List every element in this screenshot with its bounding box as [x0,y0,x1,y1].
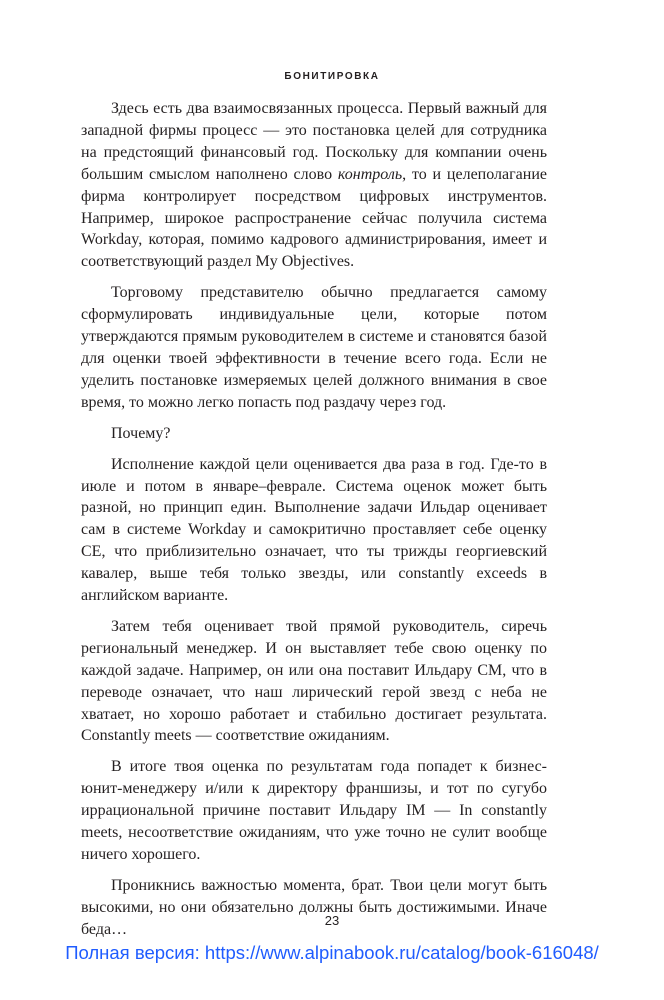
paragraph [81,98,547,273]
page-number: 23 [324,913,340,928]
running-head: БОНИТИРОВКА [284,71,380,82]
paragraph: Торговому представителю обычно предлагается самому сформулировать индивидуальные цели, которые потом утверждаются прямым руководителем в системе и становятся базой для оценки твоей эффективности в течение всего года. Если не уделить постановке измеряемых целей должного внимания в свое время, то можно легко попасть под раздачу через год. [81,284,547,411]
paragraph: Исполнение каждой цели оценивается два раза в год. Где-то в июле и потом в январе–феврале. Система оценок может быть разной, но принцип един. Выполнение задачи Ильдар оценивает сам в системе Workday и самокритично проставляет себе оценку CE, что приблизительно означает, что ты трижды георгиевский кавалер, выше тебя только звезды, или constantly exceeds в английском варианте. [81,455,547,605]
emphasized-word: контроль [337,165,403,183]
paragraph-text: , то и целеполагание фирма контролирует посредством цифровых инструментов. Например, широкое распространение сейчас получила система Workday, которая, помимо кадрового администрирования, имеет и соответствующий раздел My Objectives. [81,165,547,271]
paragraph-text: Здесь есть два взаимосвязанных процесса. Первый важный для западной фирмы процесс — это постановка целей для сотрудника на предстоящий финансовый год. Поскольку для компании очень большим смыслом наполнено слово [81,100,547,183]
full-version-link[interactable]: Полная версия: https://www.alpinabook.ru/catalog/book-616048/ [65,942,599,963]
paragraph: В итоге твоя оценка по результатам года попадет к бизнес-юнит-менеджеру и/или к директору франшизы, и тот по сугубо иррациональной причине поставит Ильдару IM — In constantly meets, несоответствие ожиданиям, что уже точно не сулит вообще ничего хорошего. [81,758,547,863]
paragraph: Проникнись важностью момента, брат. Твои цели могут быть высокими, но они обязательно должны быть достижимыми. Иначе беда… [81,876,547,938]
paragraph: Затем тебя оценивает твой прямой руководитель, сиречь региональный менеджер. И он выставляет тебе свою оценку по каждой задаче. Например, он или она поставит Ильдару CM, что в переводе означает, что наш лирический герой звезд с неба не хватает, но хорошо работает и стабильно достигает результата. Constantly meets — соответствие ожиданиям. [81,617,547,745]
paragraph: Почему? [111,424,171,442]
body-text [81,98,547,941]
